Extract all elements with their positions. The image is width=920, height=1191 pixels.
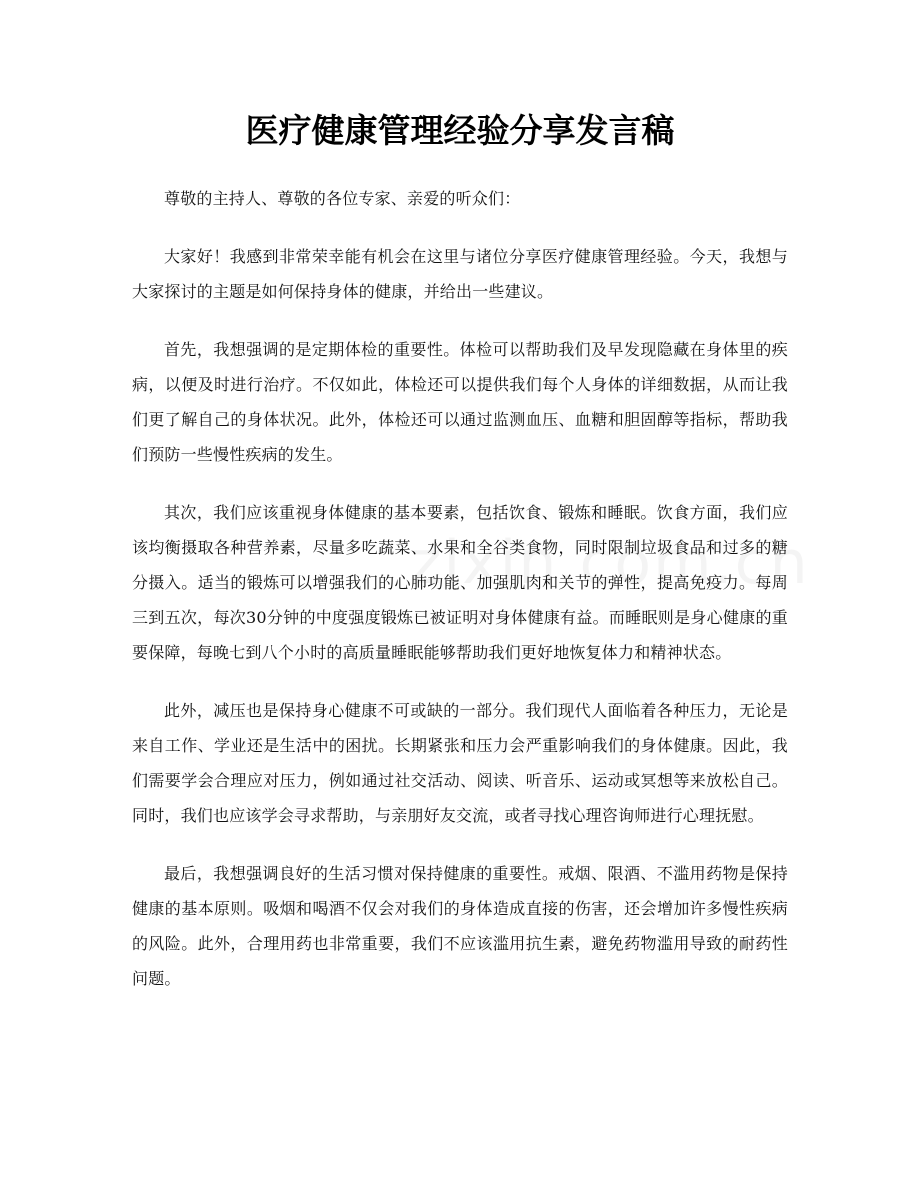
paragraph-greeting: 大家好！我感到非常荣幸能有机会在这里与诸位分享医疗健康管理经验。今天，我想与大家探讨的主题是如何保持身体的健康，并给出一些建议。 bbox=[132, 247, 788, 301]
paragraph-stress: 此外，减压也是保持身心健康不可或缺的一部分。我们现代人面临着各种压力，无论是来自工作、学业还是生活中的困扰。长期紧张和压力会严重影响我们的身体健康。因此，我们需要学会合理应对压力，例如通过社交活动、阅读、听音乐、运动或冥想等来放松自己。同时，我们也应该学会寻求帮助，与亲朋好友交流，或者寻找心理咨询师进行心理抚慰。 bbox=[132, 701, 788, 825]
paragraph-salutation: 尊敬的主持人、尊敬的各位专家、亲爱的听众们： bbox=[164, 189, 521, 208]
document-body bbox=[132, 181, 788, 1019]
paragraph-checkup: 首先，我想强调的是定期体检的重要性。体检可以帮助我们及早发现隐藏在身体里的疾病，以便及时进行治疗。不仅如此，体检还可以提供我们每个人身体的详细数据，从而让我们更了解自己的身体状况。此外，体检还可以通过监测血压、血糖和胆固醇等指标，帮助我们预防一些慢性疾病的发生。 bbox=[132, 340, 788, 464]
paragraph-habits: 最后，我想强调良好的生活习惯对保持健康的重要性。戒烟、限酒、不滥用药物是保持健康的基本原则。吸烟和喝酒不仅会对我们的身体造成直接的伤害，还会增加许多慢性疾病的风险。此外，合理用药也非常重要，我们不应该滥用抗生素，避免药物滥用导致的耐药性问题。 bbox=[132, 864, 788, 988]
document-title: 医疗健康管理经验分享发言稿 bbox=[245, 111, 675, 150]
paragraph-basics: 其次，我们应该重视身体健康的基本要素，包括饮食、锻炼和睡眠。饮食方面，我们应该均衡摄取各种营养素，尽量多吃蔬菜、水果和全谷类食物，同时限制垃圾食品和过多的糖分摄入。适当的锻炼可以增强我们的心肺功能、加强肌肉和关节的弹性，提高免疫力。每周三到五次，每次30分钟的中度强度锻炼已被证明对身体健康有益。而睡眠则是身心健康的重要保障，每晚七到八个小时的高质量睡眠能够帮助我们更好地恢复体力和精神状态。 bbox=[132, 503, 788, 662]
